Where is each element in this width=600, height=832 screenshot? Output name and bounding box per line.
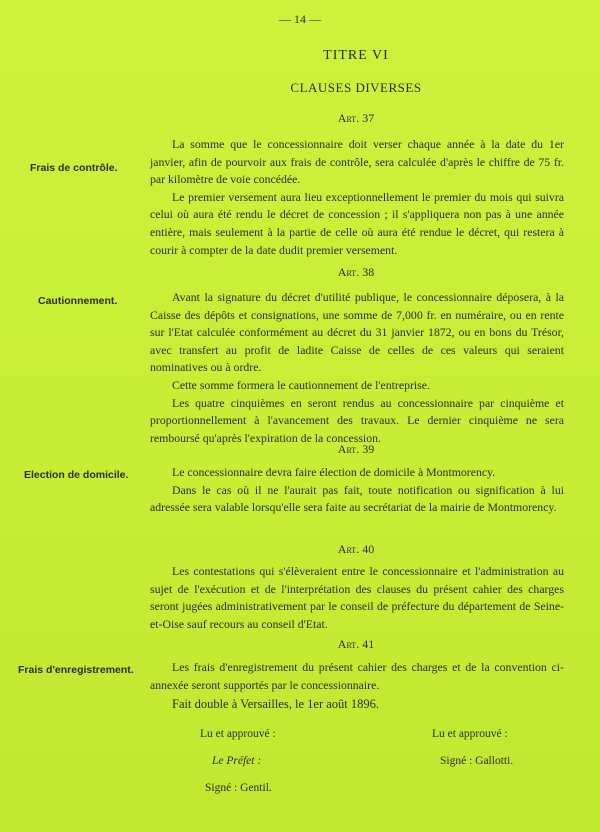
article-39-heading: Art. 39 — [337, 442, 375, 456]
article-37-heading: Art. 37 — [337, 111, 375, 125]
article-37-text — [150, 136, 564, 259]
paragraph: Avant la signature du décret d'utilité publique, le concessionnaire déposera, à la Caisse des dépôts et consignations, une somme de 7,000 fr. en numéraire, ou en rente sur l'Etat calculée conformément au décret du 31 janvier 1872, ou en bons du Trésor, avec transfert au profit de ladite Caisse de celles de ces valeurs qui seraient nominatives ou à ordre. — [150, 290, 564, 375]
paragraph: La somme que le concessionnaire doit verser chaque année à la date du 1er janvier, afin de pourvoir aux frais de contrôle, sera calculée d'après le chiffre de 75 fr. par kilomètre de voie concédée. — [150, 137, 564, 187]
signature-text: Signé : Gentil. — [205, 782, 272, 794]
paragraph: Les frais d'enregistrement du présent cahier des charges et de la convention ci-annexée seront supportés par le concessionnaire. — [150, 660, 564, 692]
prefet-label: Le Préfet : — [212, 755, 262, 767]
page-number: — 14 — — [279, 12, 321, 26]
title-section: TITRE VI — [323, 48, 389, 63]
right-approval-label: Lu et approuvé : — [432, 728, 508, 740]
margin-note-election-domicile: Election de domicile. — [24, 469, 129, 481]
paragraph: Dans le cas où il ne l'aurait pas fait, toute notification ou signification à lui adressée sera valable lorsqu'elle sera faite au secrétariat de la mairie de Montmorency. — [150, 482, 564, 515]
paragraph: Les quatre cinquièmes en seront rendus au concessionnaire par cinquième et proportionnellement à l'avancement des travaux. Le dernier cinquième ne sera remboursé qu'après l'expiration de la concession. — [150, 395, 564, 445]
paragraph: Le premier versement aura lieu exceptionnellement le premier du mois qui suivra celui où aura été rendu le décret de concession ; il s'appliquera non pas à une année entière, mais seulement à la partie de celle où aura été rendue le décret, qui restera à courir à compter de la date dudit premier versement. — [150, 189, 564, 257]
left-approval-label: Lu et approuvé : — [200, 728, 276, 740]
article-40-heading: Art. 40 — [337, 542, 375, 556]
margin-note-frais-controle: Frais de contrôle. — [30, 162, 118, 174]
paragraph: Les contestations qui s'élèveraient entre le concessionnaire et l'administration au sujet de l'exécution et de l'interprétation des clauses du présent cahier des charges seront jugées administrativement par le conseil de préfecture du département de Seine-et-Oise sauf recours au conseil d'Etat. — [150, 564, 564, 631]
signature-text: Signé : Gallotti. — [440, 755, 514, 767]
article-41-heading: Art. 41 — [337, 637, 375, 651]
article-38-heading: Art. 38 — [337, 265, 375, 279]
signing-place-date: Fait double à Versailles, le 1er août 1896. — [172, 697, 380, 711]
margin-note-cautionnement: Cautionnement. — [38, 295, 118, 307]
article-38-text — [150, 289, 564, 447]
right-signature — [440, 755, 513, 767]
left-signature — [205, 782, 272, 794]
article-41-text — [150, 659, 564, 694]
article-39-text — [150, 464, 564, 517]
paragraph: Le concessionnaire devra faire élection de domicile à Montmorency. — [172, 465, 496, 479]
paragraph: Cette somme formera le cautionnement de l'entreprise. — [172, 377, 430, 392]
section-subtitle: CLAUSES DIVERSES — [290, 80, 422, 95]
article-40-text — [150, 563, 564, 633]
margin-note-frais-enregistrement: Frais d'enregistrement. — [18, 664, 134, 676]
